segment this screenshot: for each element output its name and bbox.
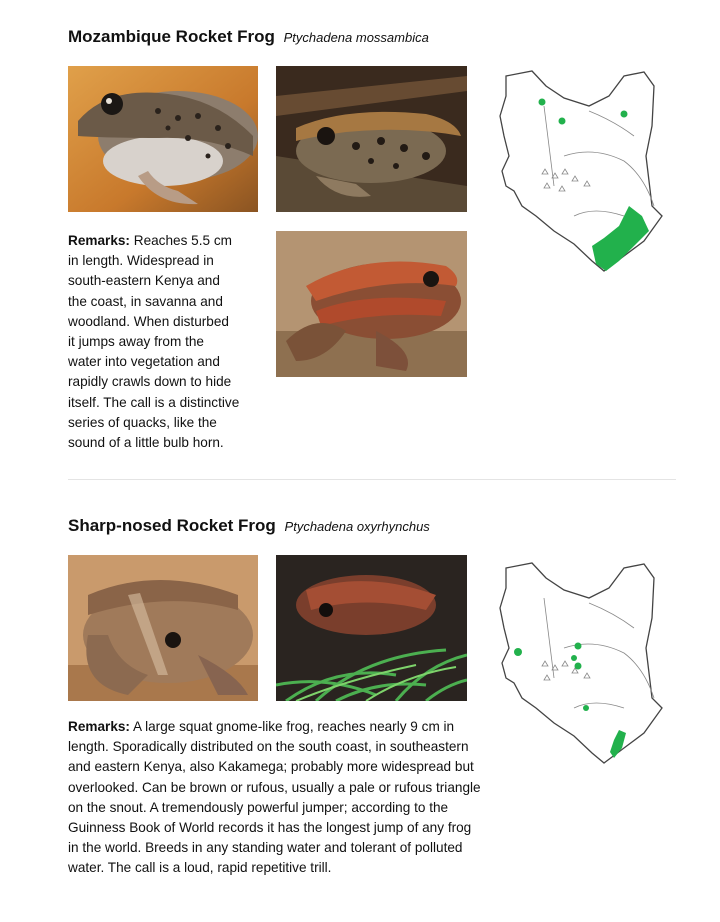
frog-photo-5 bbox=[276, 555, 467, 701]
frog-photo-2 bbox=[276, 66, 467, 212]
remarks-line: in the world. Breeds in any standing water and tolerant of polluted bbox=[68, 840, 463, 856]
remarks-line: sound of a little bulb horn. bbox=[68, 435, 224, 451]
distribution-map-mozambique bbox=[494, 66, 670, 276]
common-name: Sharp-nosed Rocket Frog bbox=[68, 516, 276, 535]
remarks-line: Remarks: A large squat gnome-like frog, reaches nearly 9 cm in bbox=[68, 719, 455, 734]
remarks-line: water into vegetation and bbox=[68, 354, 220, 370]
remarks-line: water. The call is a loud, rapid repetitive trill. bbox=[68, 860, 332, 876]
frog-photo-3 bbox=[276, 231, 467, 377]
remarks-sharp-nosed bbox=[68, 717, 528, 879]
remarks-line: south-eastern Kenya and bbox=[68, 273, 220, 289]
remarks-label: Remarks: bbox=[68, 233, 130, 248]
remarks-line: in length. Widespread in bbox=[68, 253, 214, 269]
frog-photo-1 bbox=[68, 66, 258, 212]
remarks-line: overlooked. Can be brown or rufous, usually a pale or rufous triangle bbox=[68, 779, 481, 795]
remarks-line: on the snout. A tremendously powerful jumper; according to the bbox=[68, 799, 449, 815]
remarks-line: the coast, in savanna and bbox=[68, 293, 223, 309]
scientific-name: Ptychadena mossambica bbox=[283, 30, 429, 45]
remarks-line: itself. The call is a distinctive bbox=[68, 394, 240, 410]
remarks-line: woodland. When disturbed bbox=[68, 313, 229, 329]
remarks-line: and eastern Kenya, also Kakamega; probably more widespread but bbox=[68, 759, 474, 775]
remarks-line: Guinness Book of World records it has the longest jump of any frog bbox=[68, 820, 472, 836]
remarks-line: series of quacks, like the bbox=[68, 414, 217, 430]
species-title-sharp-nosed bbox=[68, 516, 430, 536]
remarks-line: it jumps away from the bbox=[68, 334, 204, 350]
remarks-mozambique bbox=[68, 231, 268, 453]
species-title-mozambique bbox=[68, 27, 429, 47]
scientific-name: Ptychadena oxyrhynchus bbox=[284, 519, 430, 534]
remarks-label: Remarks: bbox=[68, 719, 130, 734]
remarks-line: rapidly crawls down to hide bbox=[68, 374, 232, 390]
remarks-line: Remarks: Reaches 5.5 cm bbox=[68, 233, 232, 248]
frog-photo-4 bbox=[68, 555, 258, 701]
common-name: Mozambique Rocket Frog bbox=[68, 27, 275, 46]
section-divider bbox=[68, 479, 676, 480]
remarks-line: length. Sporadically distributed on the south coast, in southeastern bbox=[68, 739, 469, 755]
